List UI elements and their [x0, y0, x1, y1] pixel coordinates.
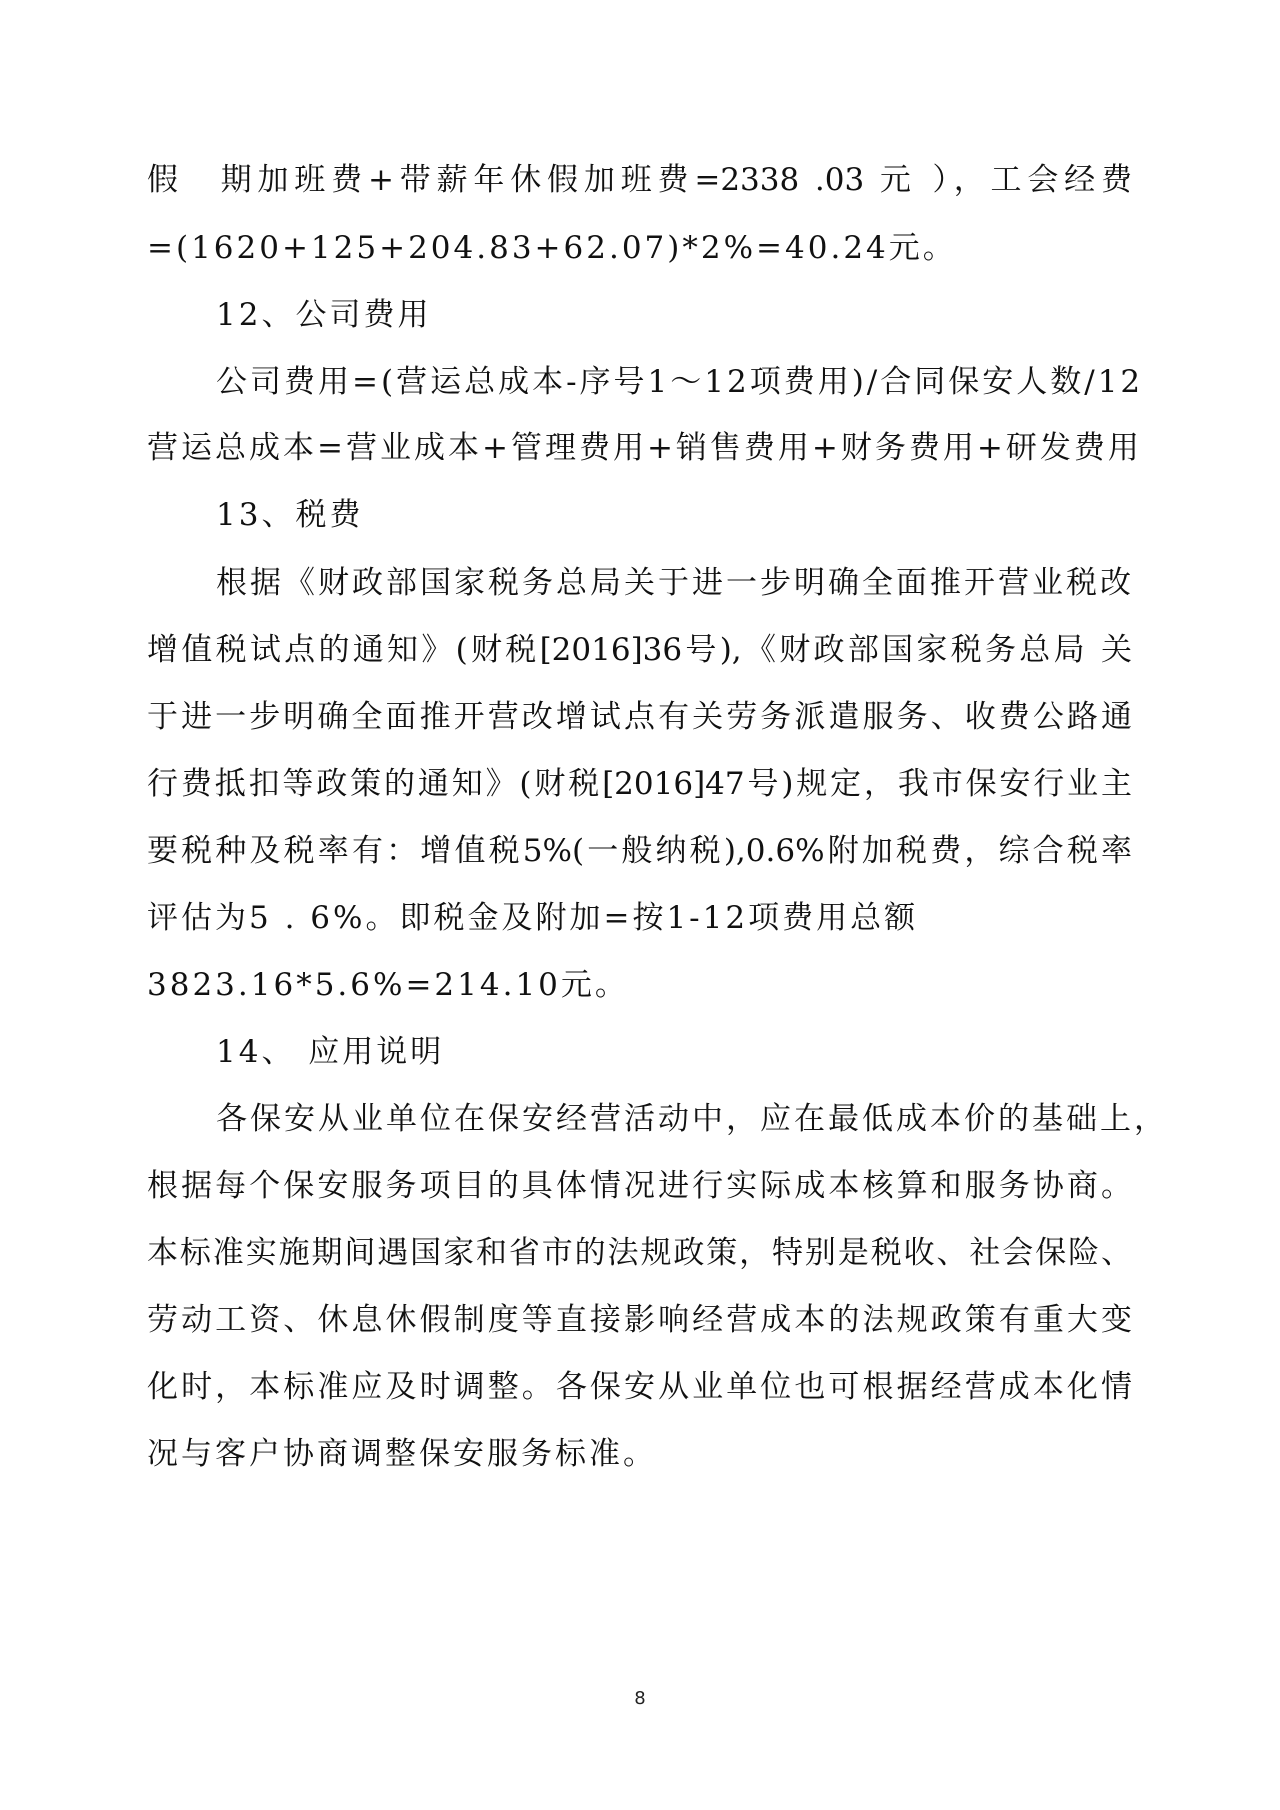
- section-heading-12: 12、公司费用: [216, 297, 432, 333]
- text-line-8: 增值税试点的通知》(财税[2016]36号),《财政部国家税务总局 关: [147, 632, 1132, 668]
- text-line-19: 化时，本标准应及时调整。各保安从业单位也可根据经营成本化情: [147, 1369, 1132, 1405]
- page-number: 8: [634, 1688, 646, 1709]
- text-line-13: 3823.16*5.6%=214.10元。: [147, 967, 629, 1003]
- text-line-17: 本标准实施期间遇国家和省市的法规政策，特别是税收、社会保险、: [147, 1235, 1132, 1271]
- section-heading-14: 14、 应用说明: [216, 1034, 445, 1070]
- text-line-20: 况与客户协商调整保安服务标准。: [147, 1436, 657, 1472]
- text-line-4: 公司费用=(营运总成本-序号1～12项费用)/合同保安人数/12: [216, 364, 1144, 400]
- text-line-1: 假 期加班费+带薪年休假加班费=2338 .03 元 ），工会经费: [147, 162, 1132, 198]
- text-line-7: 根据《财政部国家税务总局关于进一步明确全面推开营业税改: [216, 565, 1134, 601]
- text-line-2: =(1620+125+204.83+62.07)*2%=40.24元。: [147, 230, 957, 266]
- text-line-18: 劳动工资、休息休假制度等直接影响经营成本的法规政策有重大变: [147, 1302, 1132, 1338]
- text-line-16: 根据每个保安服务项目的具体情况进行实际成本核算和服务协商。: [147, 1168, 1132, 1204]
- section-heading-13: 13、税费: [216, 497, 364, 533]
- text-line-10: 行费抵扣等政策的通知》(财税[2016]47号)规定，我市保安行业主: [147, 766, 1132, 802]
- text-line-15: 各保安从业单位在保安经营活动中，应在最低成本价的基础上，: [216, 1101, 1168, 1137]
- text-line-12: 评估为5 . 6%。即税金及附加=按1-12项费用总额: [147, 900, 919, 936]
- text-line-5: 营运总成本=营业成本+管理费用+销售费用+财务费用+研发费用: [147, 430, 1142, 466]
- text-line-9: 于进一步明确全面推开营改增试点有关劳务派遣服务、收费公路通: [147, 699, 1132, 735]
- text-line-11: 要税种及税率有：增值税5%(一般纳税),0.6%附加税费，综合税率: [147, 833, 1132, 869]
